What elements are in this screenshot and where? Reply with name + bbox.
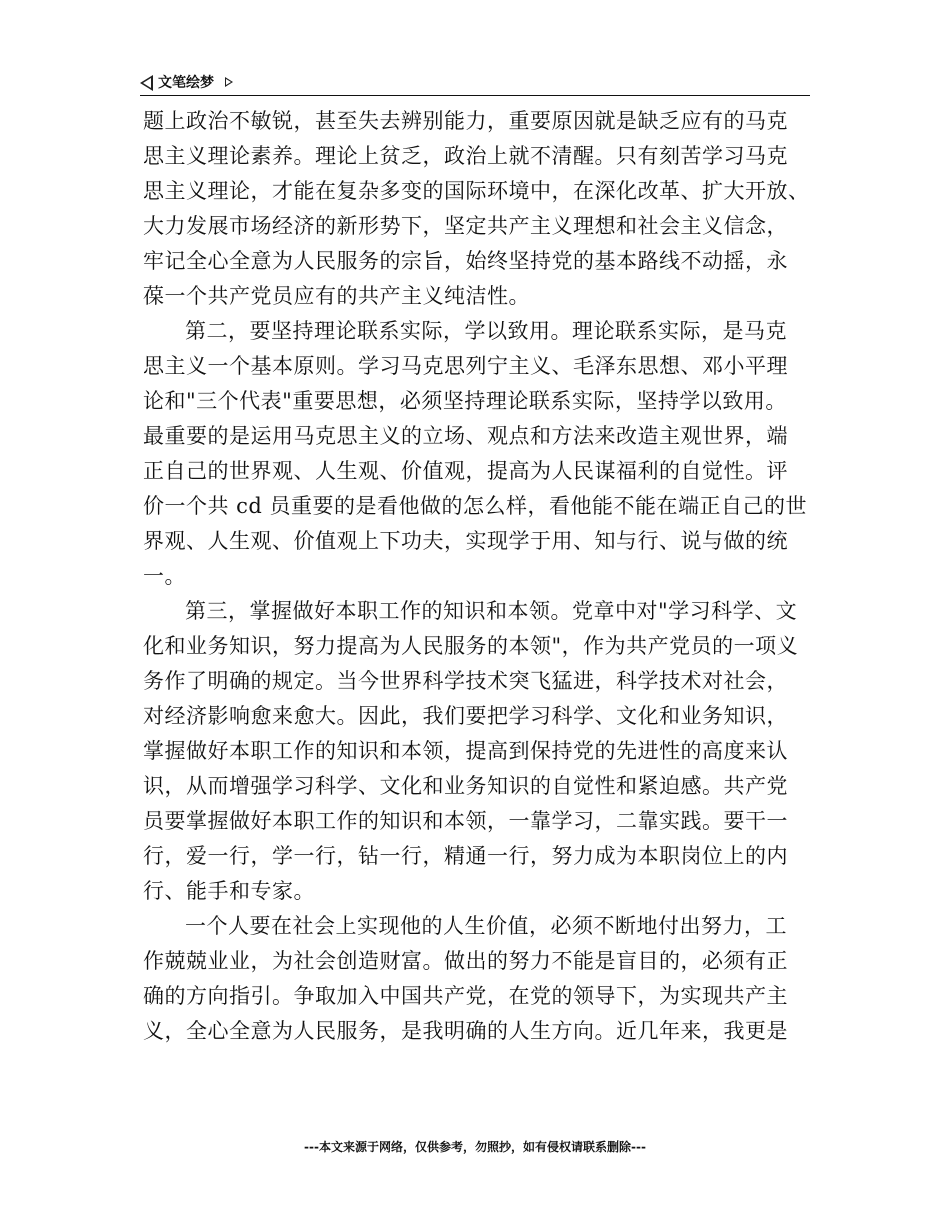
- text-line: 识，从而增强学习科学、文化和业务知识的自觉性和紧迫感。共产党: [143, 774, 788, 798]
- page-footer: ---本文来源于网络，仅供参考，勿照抄，如有侵权请联系删除---: [304, 1140, 646, 1154]
- text-line: 牢记全心全意为人民服务的宗旨，始终坚持党的基本路线不动摇，永: [143, 249, 788, 273]
- text-line: 确的方向指引。争取加入中国共产党，在党的领导下，为实现共产主: [143, 984, 788, 1008]
- text-line: 作兢兢业业，为社会创造财富。做出的努力不能是盲目的，必须有正: [143, 949, 788, 973]
- text-line: 务作了明确的规定。当今世界科学技术突飞猛进，科学技术对社会，: [143, 669, 788, 693]
- text-line: 第三，掌握做好本职工作的知识和本领。党章中对"学习科学、文: [185, 599, 798, 623]
- text-line: 价一个共 cd 员重要的是看他做的怎么样，看他能不能在端正自己的世: [143, 494, 808, 518]
- text-line: 义，全心全意为人民服务，是我明确的人生方向。近几年来，我更是: [143, 1019, 788, 1043]
- text-line: 大力发展市场经济的新形势下，坚定共产主义理想和社会主义信念，: [143, 214, 788, 238]
- text-line: 正自己的世界观、人生观、价值观，提高为人民谋福利的自觉性。评: [143, 459, 788, 483]
- text-line: 葆一个共产党员应有的共产主义纯洁性。: [143, 284, 530, 308]
- text-line: 掌握做好本职工作的知识和本领，提高到保持党的先进性的高度来认: [143, 739, 788, 763]
- text-line: 题上政治不敏锐，甚至失去辨别能力，重要原因就是缺乏应有的马克: [143, 109, 788, 133]
- header-title: 文笔绘梦: [158, 75, 214, 91]
- text-line: 一。: [143, 564, 186, 588]
- text-line: 一个人要在社会上实现他的人生价值，必须不断地付出努力，工: [185, 914, 787, 938]
- triangle-right-icon: [225, 77, 233, 87]
- header-divider: [140, 95, 810, 96]
- text-line: 对经济影响愈来愈大。因此，我们要把学习科学、文化和业务知识，: [143, 704, 788, 728]
- text-line: 第二，要坚持理论联系实际，学以致用。理论联系实际，是马克: [185, 319, 787, 343]
- text-line: 界观、人生观、价值观上下功夫，实现学于用、知与行、说与做的统: [143, 529, 788, 553]
- page-header: [140, 72, 808, 96]
- text-line: 论和"三个代表"重要思想，必须坚持理论联系实际，坚持学以致用。: [143, 389, 787, 413]
- body-text: [143, 104, 810, 1049]
- text-line: 思主义理论素养。理论上贫乏，政治上就不清醒。只有刻苦学习马克: [143, 144, 788, 168]
- text-line: 化和业务知识，努力提高为人民服务的本领"，作为共产党员的一项义: [143, 634, 799, 658]
- text-line: 思主义理论，才能在复杂多变的国际环境中，在深化改革、扩大开放、: [143, 179, 810, 203]
- text-line: 行，爱一行，学一行，钻一行，精通一行，努力成为本职岗位上的内: [143, 844, 788, 868]
- text-line: 行、能手和专家。: [143, 879, 315, 903]
- triangle-left-icon: [140, 75, 153, 91]
- text-line: 思主义一个基本原则。学习马克思列宁主义、毛泽东思想、邓小平理: [143, 354, 788, 378]
- text-line: 最重要的是运用马克思主义的立场、观点和方法来改造主观世界，端: [143, 424, 788, 448]
- text-line: 员要掌握做好本职工作的知识和本领，一靠学习，二靠实践。要干一: [143, 809, 788, 833]
